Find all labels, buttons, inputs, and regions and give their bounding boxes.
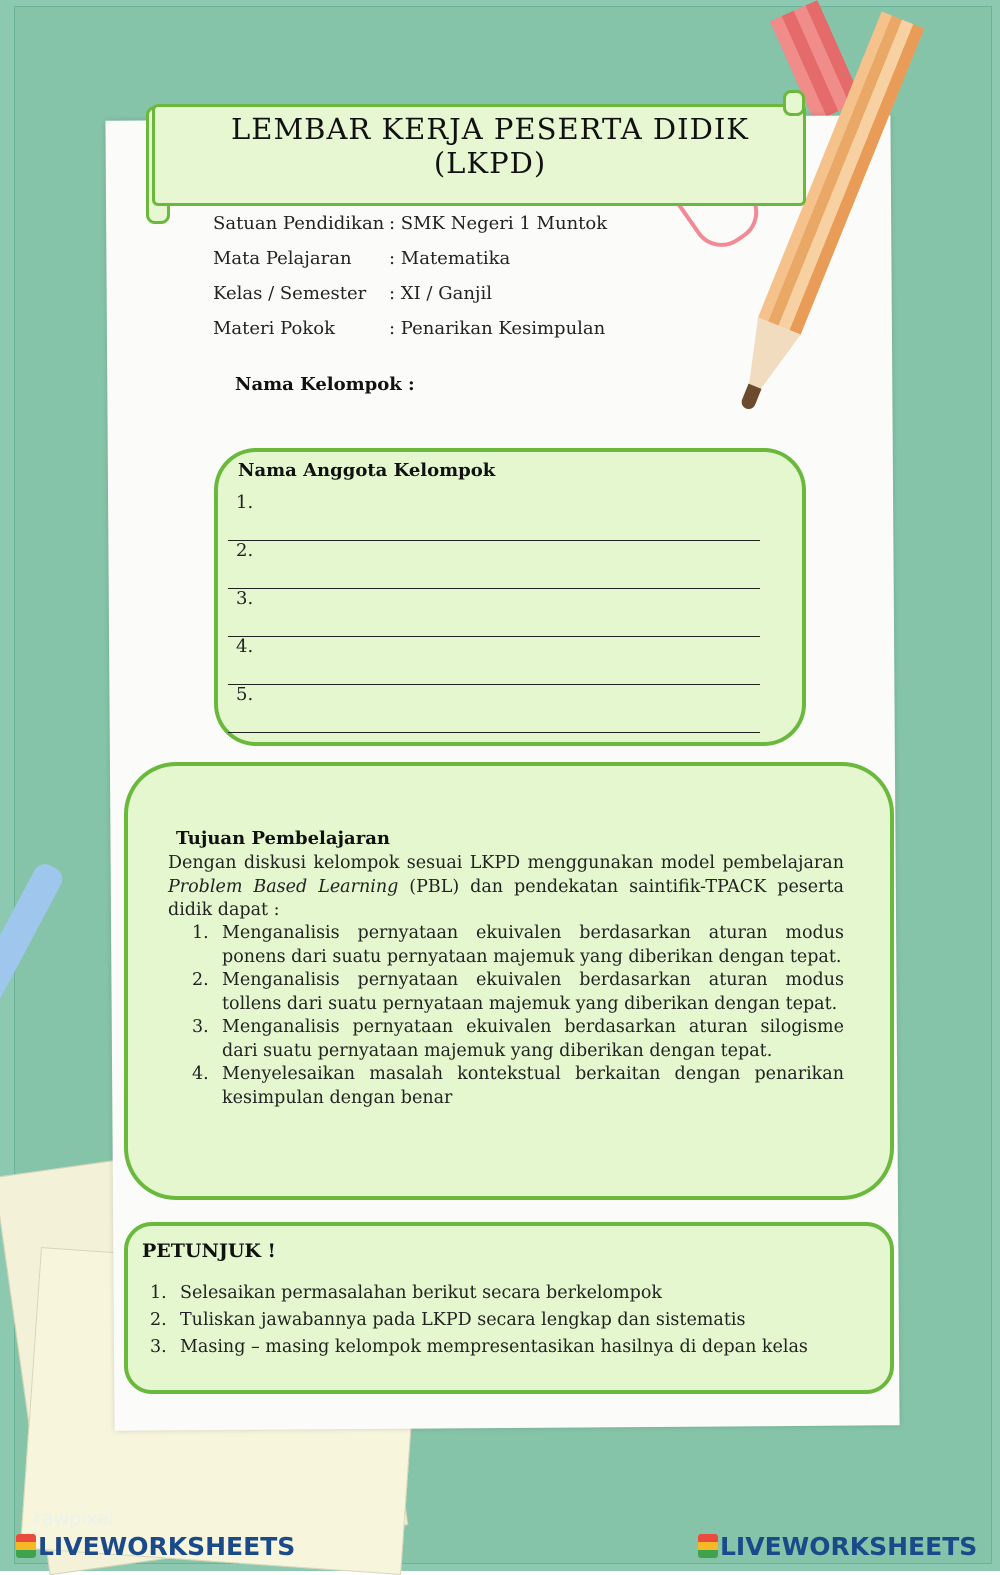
instruction-text: Masing – masing kelompok mempresentasikan hasilnya di depan kelas: [180, 1337, 808, 1357]
instructions-title: PETUNJUK !: [142, 1240, 276, 1262]
member-entry-line[interactable]: [228, 636, 760, 685]
liveworksheets-brand-left[interactable]: [16, 1532, 295, 1561]
objectives-list: [188, 922, 844, 1110]
member-entry-line[interactable]: [228, 684, 760, 733]
liveworksheets-brand-right[interactable]: [698, 1532, 977, 1561]
instruction-number: 2.: [150, 1310, 167, 1330]
info-label: Materi Pokok: [213, 318, 336, 339]
info-label: Satuan Pendidikan: [213, 213, 385, 234]
member-number: 2.: [236, 540, 254, 561]
objective-item: [188, 969, 844, 1016]
liveworksheets-logo-icon: [16, 1534, 36, 1558]
info-value: : XI / Ganjil: [389, 283, 493, 304]
member-number: 3.: [236, 588, 254, 609]
intro-text-end: (PBL) dan pendekatan saintifik-TPACK peserta didik dapat :: [168, 876, 844, 920]
member-entry-line[interactable]: [228, 492, 760, 541]
objective-text: Menganalisis pernyataan ekuivalen berdasarkan aturan silogisme dari suatu pernyataan majemuk yang diberikan dengan tepat.: [222, 1017, 844, 1061]
instruction-item: [150, 1334, 808, 1361]
member-number: 5.: [236, 684, 254, 705]
instructions-box: [124, 1222, 894, 1394]
instruction-item: [150, 1280, 808, 1307]
page-title: [190, 112, 790, 180]
info-label: Mata Pelajaran: [213, 248, 352, 269]
liveworksheets-logo-icon: [698, 1534, 718, 1558]
title-line-1: LEMBAR KERJA PESERTA DIDIK: [231, 112, 749, 146]
objective-text: Menganalisis pernyataan ekuivalen berdasarkan aturan modus tollens dari suatu pernyataan majemuk yang diberikan dengan tepat.: [222, 970, 844, 1014]
learning-objectives-title: Tujuan Pembelajaran: [176, 828, 390, 849]
member-number: 1.: [236, 492, 254, 513]
brand-text: LIVEWORKSHEETS: [720, 1532, 978, 1561]
objective-number: 4.: [192, 1064, 209, 1084]
group-name-label: Nama Kelompok :: [235, 374, 415, 395]
title-line-2: (LKPD): [433, 146, 547, 180]
objective-text: Menyelesaikan masalah kontekstual berkaitan dengan penarikan kesimpulan dengan benar: [222, 1064, 844, 1108]
brand-text: LIVEWORKSHEETS: [38, 1532, 296, 1561]
member-number: 4.: [236, 636, 254, 657]
learning-objectives-box: [124, 762, 894, 1200]
intro-text: Dengan diskusi kelompok sesuai LKPD menggunakan model pembelajaran: [168, 853, 844, 873]
instruction-number: 3.: [150, 1337, 167, 1357]
objective-number: 3.: [192, 1017, 209, 1037]
learning-objectives-intro: [168, 852, 844, 923]
intro-italic-text: Problem Based Learning: [168, 876, 399, 897]
group-members-title: Nama Anggota Kelompok: [238, 460, 496, 481]
objective-number: 2.: [192, 970, 209, 990]
objective-item: [188, 922, 844, 969]
info-value: : Penarikan Kesimpulan: [389, 318, 606, 339]
objective-item: [188, 1016, 844, 1063]
instructions-list: [150, 1280, 808, 1361]
rawpixel-watermark: rawpixel: [34, 1508, 114, 1530]
info-value: : SMK Negeri 1 Muntok: [389, 213, 608, 234]
info-label: Kelas / Semester: [213, 283, 367, 304]
instruction-number: 1.: [150, 1283, 167, 1303]
instruction-text: Tuliskan jawabannya pada LKPD secara lengkap dan sistematis: [180, 1310, 746, 1330]
info-value: : Matematika: [389, 248, 511, 269]
instruction-item: [150, 1307, 808, 1334]
objective-item: [188, 1063, 844, 1110]
objective-text: Menganalisis pernyataan ekuivalen berdasarkan aturan modus ponens dari suatu pernyataan majemuk yang diberikan dengan tepat.: [222, 923, 844, 967]
objective-number: 1.: [192, 923, 209, 943]
group-members-box: [214, 448, 806, 746]
member-entry-line[interactable]: [228, 588, 760, 637]
instruction-text: Selesaikan permasalahan berikut secara berkelompok: [180, 1283, 662, 1303]
member-entry-line[interactable]: [228, 540, 760, 589]
